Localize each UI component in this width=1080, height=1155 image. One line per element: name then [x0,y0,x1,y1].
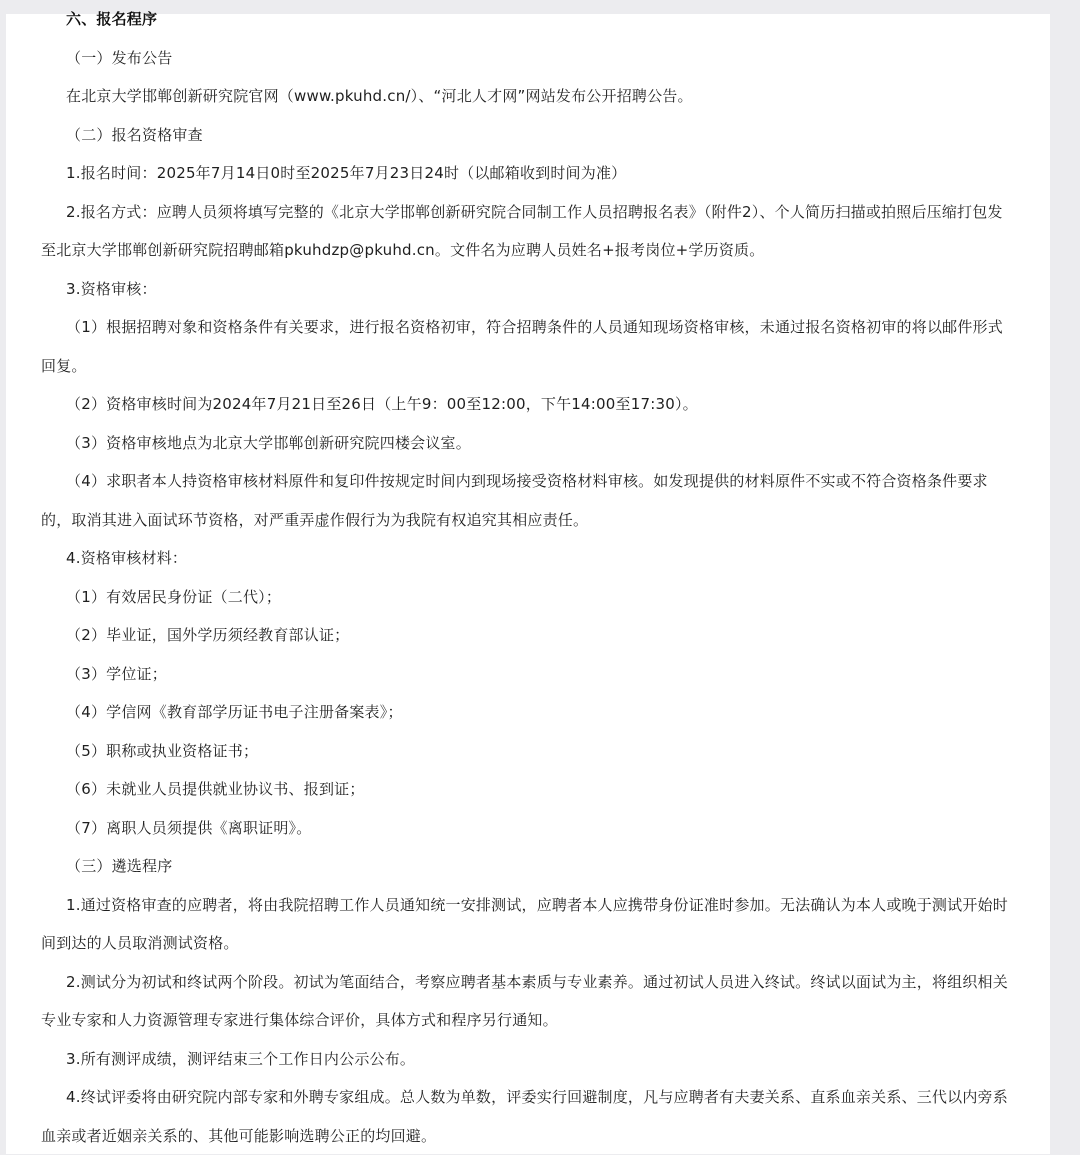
qualification-review-item-2: （2）资格审核时间为2024年7月21日至26日（上午9：00至12:00，下午14:00至17:30）。 [66,395,698,413]
selection-step-3: 3.所有测评成绩，测评结束三个工作日内公示公布。 [66,1049,416,1068]
sub-heading-registration-review: （二）报名资格审查 [66,125,203,144]
sub-heading-publish-announcement: （一）发布公告 [66,48,173,67]
selection-step-1: 1.通过资格审查的应聘者，将由我院招聘工作人员通知统一安排测试，应聘者本人应携带身份证准时参加。无法确认为本人或晚于测试开始时间到达的人员取消测试资格。 [41,895,1008,952]
section-heading: 六、报名程序 [66,10,158,28]
registration-time: 1.报名时间：2025年7月14日0时至2025年7月23日24时（以邮箱收到时间为准） [66,164,627,182]
document-body [41,10,1016,1155]
selection-step-2: 2.测试分为初试和终试两个阶段。初试为笔面结合，考察应聘者基本素质与专业素养。通过初试人员进入终试。终试以面试为主，将组织相关专业专家和人力资源管理专家进行集体综合评价，具体方式和程序另行通知。 [41,972,1008,1029]
review-materials-heading: 4.资格审核材料： [66,549,188,567]
selection-step-4: 4.终试评委将由研究院内部专家和外聘专家组成。总人数为单数，评委实行回避制度，凡与应聘者有夫妻关系、直系血亲关系、三代以内旁系血亲或者近姻亲关系的、其他可能影响选聘公正的均回避。 [41,1088,1008,1145]
document-page [6,10,1050,1154]
announce-text: 在北京大学邯郸创新研究院官网（www.pkuhd.cn/）、“河北人才网”网站发布公开招聘公告。 [66,87,693,105]
review-material-7: （7）离职人员须提供《离职证明》。 [66,818,312,837]
review-material-6: （6）未就业人员提供就业协议书、报到证； [66,780,365,798]
sub-heading-selection-procedure: （三）遴选程序 [66,857,173,875]
review-material-2: （2）毕业证，国外学历须经教育部认证； [66,626,350,644]
qualification-review-item-1: （1）根据招聘对象和资格条件有关要求，进行报名资格初审，符合招聘条件的人员通知现场资格审核，未通过报名资格初审的将以邮件形式回复。 [41,318,1003,375]
qualification-review-item-3: （3）资格审核地点为北京大学邯郸创新研究院四楼会议室。 [66,433,471,452]
review-material-5: （5）职称或执业资格证书； [66,741,259,760]
review-material-4: （4）学信网《教育部学历证书电子注册备案表》； [66,703,403,721]
qualification-review-heading: 3.资格审核： [66,279,157,298]
registration-method: 2.报名方式：应聘人员须将填写完整的《北京大学邯郸创新研究院合同制工作人员招聘报名表》（附件2）、个人简历扫描或拍照后压缩打包发至北京大学邯郸创新研究院招聘邮箱pkuhdzp@pkuhd.cn。文件名为应聘人员姓名+报考岗位+学历资质。 [41,202,1003,259]
review-material-1: （1）有效居民身份证（二代）； [66,587,282,606]
review-material-3: （3）学位证； [66,664,167,683]
qualification-review-item-4: （4）求职者本人持资格审核材料原件和复印件按规定时间内到现场接受资格材料审核。如发现提供的材料原件不实或不符合资格条件要求的，取消其进入面试环节资格，对严重弄虚作假行为为我院有权追究其相应责任。 [41,472,988,529]
